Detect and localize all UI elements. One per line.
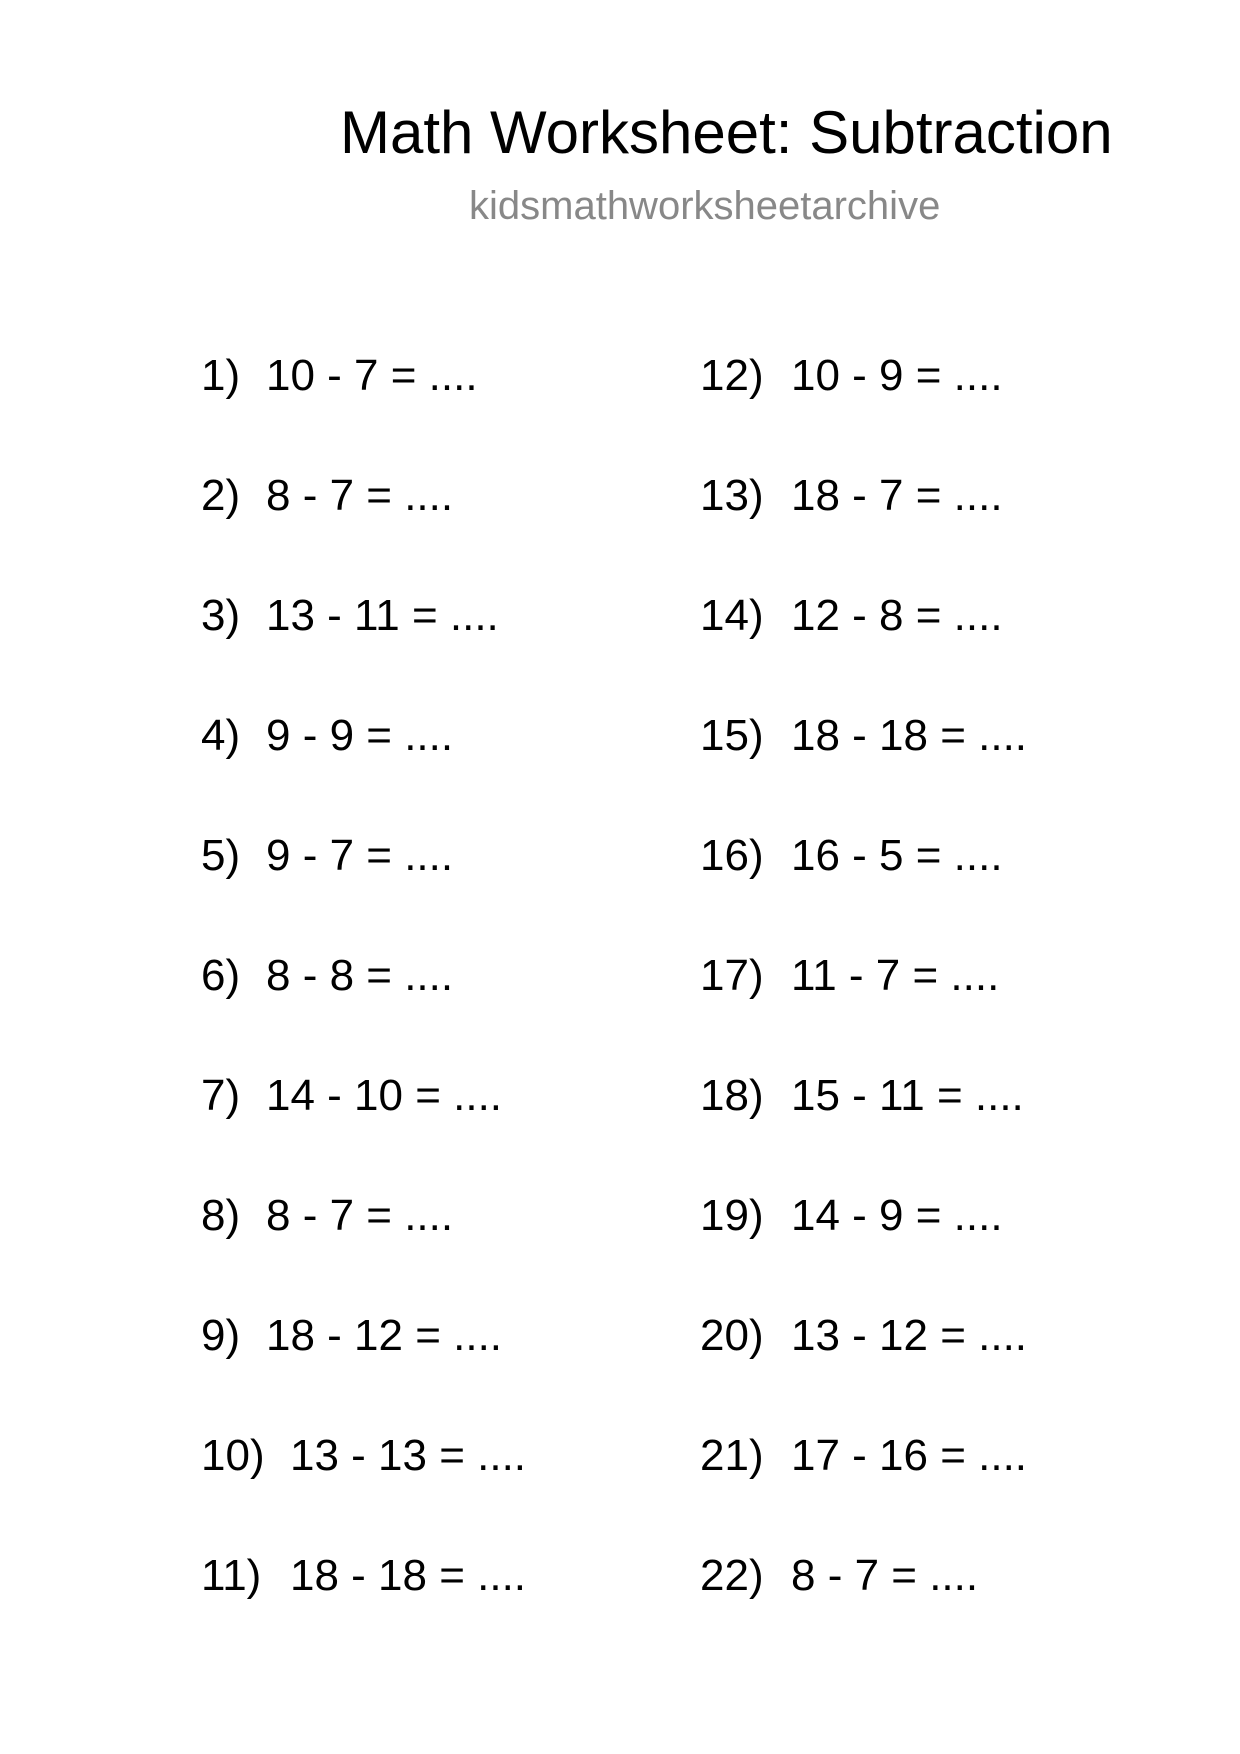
problem-number: 1) — [201, 351, 241, 400]
problem-number: 13) — [700, 471, 764, 520]
problem-expression: 10 - 7 = .... — [266, 351, 478, 400]
problem-expression: 18 - 18 = .... — [290, 1551, 527, 1600]
problem-expression: 13 - 13 = .... — [290, 1431, 527, 1480]
problem-item — [700, 1190, 1003, 1310]
problem-number: 6) — [201, 951, 241, 1000]
problem-number: 4) — [201, 711, 241, 760]
problem-number: 14) — [700, 591, 764, 640]
worksheet-title: Math Worksheet: Subtraction — [340, 99, 1113, 166]
problem-expression: 15 - 11 = .... — [791, 1071, 1024, 1120]
problem-item — [201, 470, 454, 590]
problem-expression: 9 - 9 = .... — [266, 711, 454, 760]
problem-item — [700, 350, 1003, 470]
problem-number: 7) — [201, 1071, 241, 1120]
problem-expression: 11 - 7 = .... — [791, 951, 1000, 1000]
problem-item — [201, 1070, 503, 1190]
problem-item — [201, 710, 454, 830]
problem-expression: 9 - 7 = .... — [266, 831, 454, 880]
problem-number: 11) — [201, 1551, 262, 1600]
problem-number: 2) — [201, 471, 241, 520]
problem-expression: 18 - 7 = .... — [791, 471, 1003, 520]
problem-item — [201, 350, 478, 470]
problem-item — [201, 1190, 454, 1310]
problem-item — [700, 1310, 1028, 1430]
problem-item — [700, 470, 1003, 590]
problem-expression: 14 - 10 = .... — [266, 1071, 503, 1120]
problem-number: 12) — [700, 351, 764, 400]
problem-number: 21) — [700, 1431, 764, 1480]
problem-number: 9) — [201, 1311, 241, 1360]
problem-item — [201, 1550, 527, 1670]
problem-item — [700, 950, 1000, 1070]
problem-item — [700, 1430, 1028, 1550]
problem-number: 3) — [201, 591, 241, 640]
problem-expression: 18 - 18 = .... — [791, 711, 1028, 760]
problem-expression: 8 - 7 = .... — [266, 471, 454, 520]
problem-expression: 8 - 7 = .... — [791, 1551, 979, 1600]
problem-number: 20) — [700, 1311, 764, 1360]
problem-expression: 10 - 9 = .... — [791, 351, 1003, 400]
problem-expression: 16 - 5 = .... — [791, 831, 1003, 880]
problem-number: 15) — [700, 711, 764, 760]
problem-item — [201, 830, 454, 950]
problem-number: 16) — [700, 831, 764, 880]
problem-number: 17) — [700, 951, 764, 1000]
problem-expression: 17 - 16 = .... — [791, 1431, 1028, 1480]
problem-expression: 13 - 12 = .... — [791, 1311, 1028, 1360]
problem-number: 18) — [700, 1071, 764, 1120]
problem-number: 8) — [201, 1191, 241, 1240]
problem-item — [700, 710, 1028, 830]
problem-item — [700, 1550, 979, 1670]
problem-number: 22) — [700, 1551, 764, 1600]
problem-column-left — [201, 350, 527, 1670]
problem-item — [201, 950, 454, 1070]
problem-item — [700, 830, 1003, 950]
problem-item — [700, 1070, 1024, 1190]
problem-number: 19) — [700, 1191, 764, 1240]
problem-item — [700, 590, 1003, 710]
problem-expression: 13 - 11 = .... — [266, 591, 499, 640]
problem-number: 5) — [201, 831, 241, 880]
problem-item — [201, 1310, 503, 1430]
problem-expression: 8 - 8 = .... — [266, 951, 454, 1000]
problem-item — [201, 590, 499, 710]
problem-number: 10) — [201, 1431, 265, 1480]
problem-expression: 18 - 12 = .... — [266, 1311, 503, 1360]
problem-expression: 12 - 8 = .... — [791, 591, 1003, 640]
problem-expression: 14 - 9 = .... — [791, 1191, 1003, 1240]
problem-column-right — [700, 350, 1028, 1670]
problem-item — [201, 1430, 527, 1550]
worksheet-source: kidsmathworksheetarchive — [469, 184, 941, 228]
problem-expression: 8 - 7 = .... — [266, 1191, 454, 1240]
